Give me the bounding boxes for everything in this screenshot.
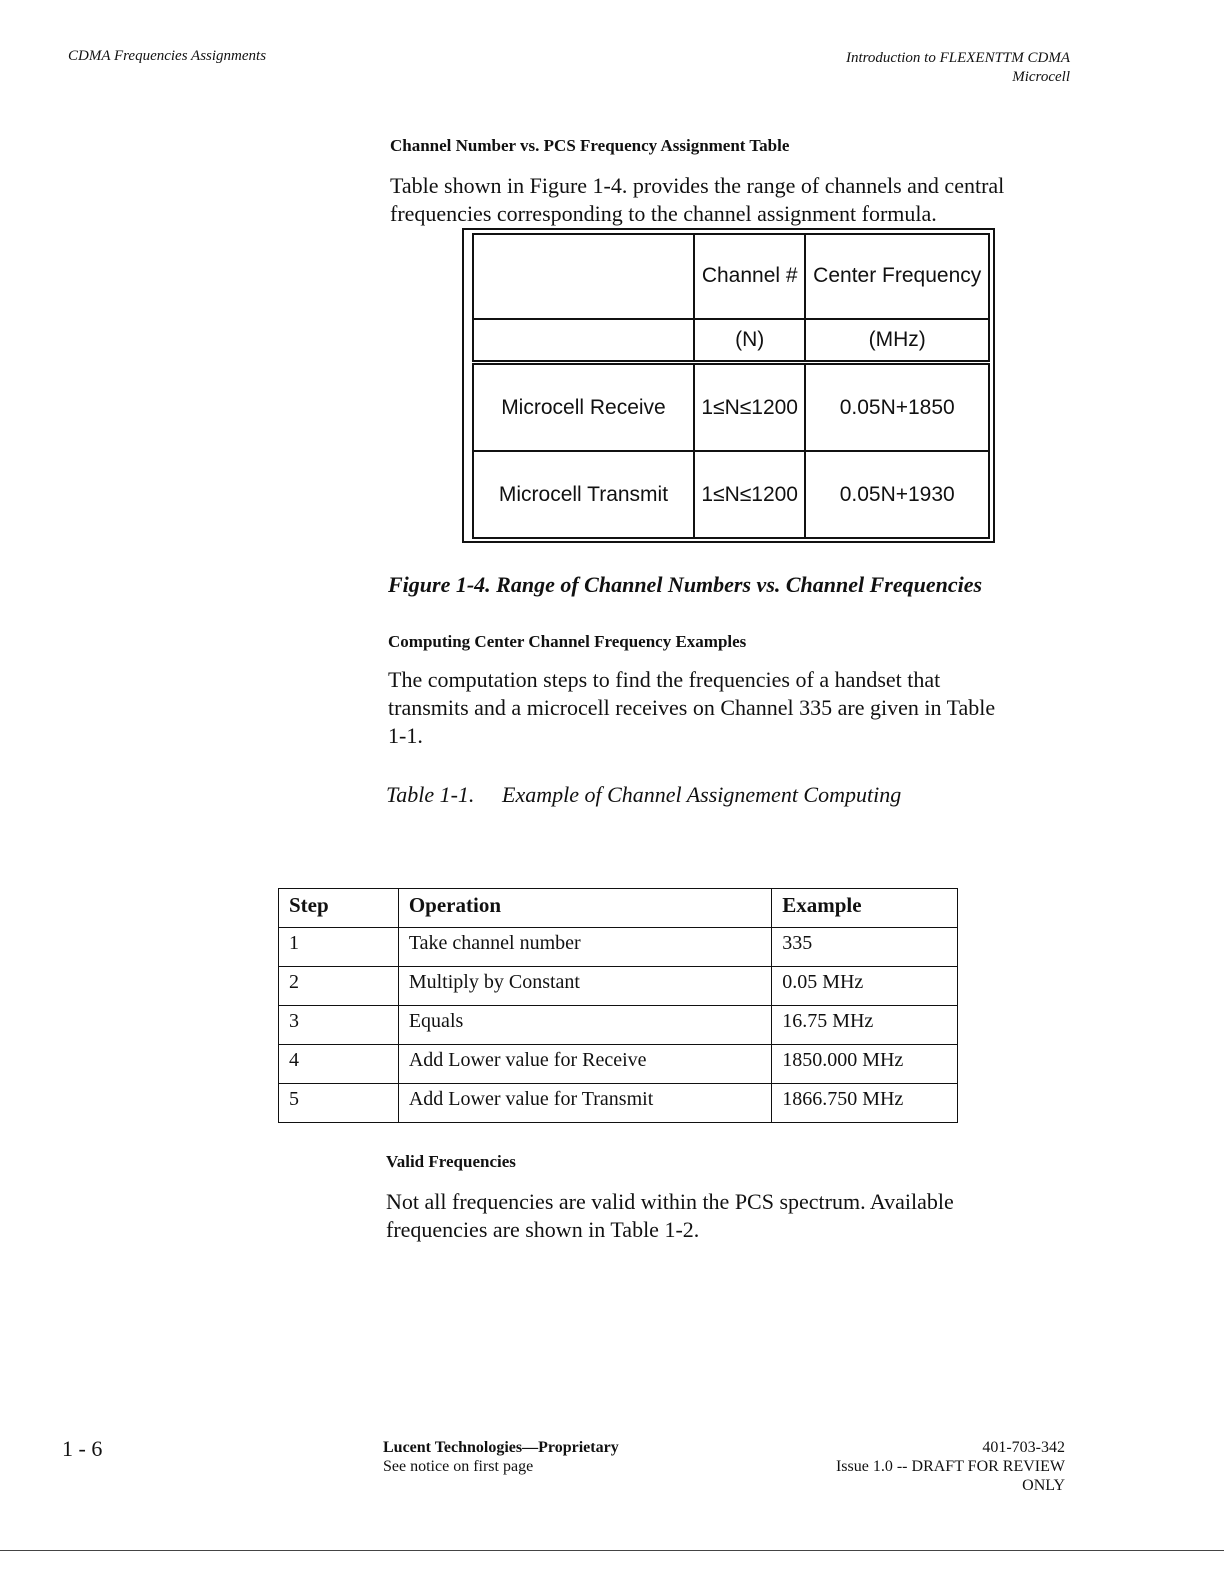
table-row bbox=[473, 451, 989, 538]
footer-proprietary: Lucent Technologies—Proprietary bbox=[383, 1439, 619, 1456]
table-row-label: Microcell Transmit bbox=[473, 451, 694, 538]
table-caption bbox=[386, 782, 901, 808]
paragraph-line: frequencies corresponding to the channel assignment formula. bbox=[390, 201, 937, 226]
footer-center bbox=[383, 1438, 619, 1476]
running-header-right bbox=[760, 49, 1070, 87]
paragraph-line: transmits and a microcell receives on Channel 335 are given in Table bbox=[388, 695, 996, 720]
channel-computing-table bbox=[278, 888, 958, 1123]
table-header-cell: Operation bbox=[398, 889, 771, 928]
paragraph-line: Not all frequencies are valid within the PCS spectrum. Available bbox=[386, 1189, 954, 1214]
example-cell: 1866.750 MHz bbox=[772, 1084, 958, 1123]
operation-cell: Equals bbox=[398, 1006, 771, 1045]
step-cell: 4 bbox=[279, 1045, 399, 1084]
running-header-right-line1: Introduction to FLEXENTTM CDMA bbox=[845, 50, 1070, 66]
footer-issue-continued: ONLY bbox=[1022, 1477, 1065, 1494]
example-cell: 0.05 MHz bbox=[772, 967, 958, 1006]
footer-notice: See notice on first page bbox=[383, 1458, 534, 1475]
section-paragraph-valid-frequencies bbox=[386, 1188, 1066, 1244]
table-caption-title: Example of Channel Assignement Computing bbox=[502, 782, 902, 807]
table-row bbox=[279, 1006, 958, 1045]
operation-cell: Take channel number bbox=[398, 928, 771, 967]
paragraph-line: 1-1. bbox=[388, 723, 423, 748]
table-header-cell: Example bbox=[772, 889, 958, 928]
operation-cell: Add Lower value for Transmit bbox=[398, 1084, 771, 1123]
figure-table-container bbox=[472, 233, 990, 539]
figure-caption: Figure 1-4. Range of Channel Numbers vs. Channel Frequencies bbox=[388, 572, 983, 597]
footer-document-number: 401-703-342 bbox=[982, 1439, 1065, 1456]
table-cell bbox=[473, 319, 694, 363]
table-row bbox=[279, 1084, 958, 1123]
section-paragraph-computing-examples bbox=[388, 666, 1068, 750]
footer-right bbox=[760, 1438, 1065, 1495]
operation-cell: Multiply by Constant bbox=[398, 967, 771, 1006]
step-cell: 1 bbox=[279, 928, 399, 967]
section-heading-valid-frequencies: Valid Frequencies bbox=[386, 1152, 516, 1171]
step-cell: 5 bbox=[279, 1084, 399, 1123]
table-cell: 1≤N≤1200 bbox=[694, 363, 806, 451]
table-header-row bbox=[473, 234, 989, 319]
table-row bbox=[279, 1045, 958, 1084]
table-row bbox=[473, 363, 989, 451]
paragraph-line: frequencies are shown in Table 1-2. bbox=[386, 1217, 700, 1242]
table-caption-number: Table 1-1. bbox=[386, 782, 475, 807]
step-cell: 3 bbox=[279, 1006, 399, 1045]
table-cell: 0.05N+1850 bbox=[805, 363, 989, 451]
paragraph-line: The computation steps to find the frequencies of a handset that bbox=[388, 667, 941, 692]
table-header-row bbox=[279, 889, 958, 928]
page-number: 1 - 6 bbox=[62, 1436, 103, 1461]
table-cell: 0.05N+1930 bbox=[805, 451, 989, 538]
table-header-cell: Step bbox=[279, 889, 399, 928]
channel-frequency-table bbox=[472, 233, 990, 539]
step-cell: 2 bbox=[279, 967, 399, 1006]
section-heading-computing-examples: Computing Center Channel Frequency Examples bbox=[388, 632, 747, 651]
table-unit-cell: (MHz) bbox=[805, 319, 989, 363]
section-heading-assignment-table: Channel Number vs. PCS Frequency Assignment Table bbox=[390, 136, 790, 155]
running-header-right-line2: Microcell bbox=[1012, 69, 1070, 85]
table-cell: 1≤N≤1200 bbox=[694, 451, 806, 538]
running-header-left: CDMA Frequencies Assignments bbox=[68, 48, 267, 64]
section-paragraph-assignment-table bbox=[390, 172, 1070, 228]
paragraph-line: Table shown in Figure 1-4. provides the range of channels and central bbox=[390, 173, 1005, 198]
table-header-cell: Channel # bbox=[694, 234, 806, 319]
table-header-cell: Center Frequency bbox=[805, 234, 989, 319]
footer-issue: Issue 1.0 -- DRAFT FOR REVIEW bbox=[835, 1458, 1065, 1475]
operation-cell: Add Lower value for Receive bbox=[398, 1045, 771, 1084]
table-unit-cell: (N) bbox=[694, 319, 806, 363]
footer-rule bbox=[0, 1550, 1224, 1551]
example-cell: 16.75 MHz bbox=[772, 1006, 958, 1045]
steps-table-container bbox=[278, 888, 958, 1123]
table-cell bbox=[473, 234, 694, 319]
table-row bbox=[279, 928, 958, 967]
example-cell: 1850.000 MHz bbox=[772, 1045, 958, 1084]
table-unit-row bbox=[473, 319, 989, 363]
table-row bbox=[279, 967, 958, 1006]
example-cell: 335 bbox=[772, 928, 958, 967]
table-row-label: Microcell Receive bbox=[473, 363, 694, 451]
